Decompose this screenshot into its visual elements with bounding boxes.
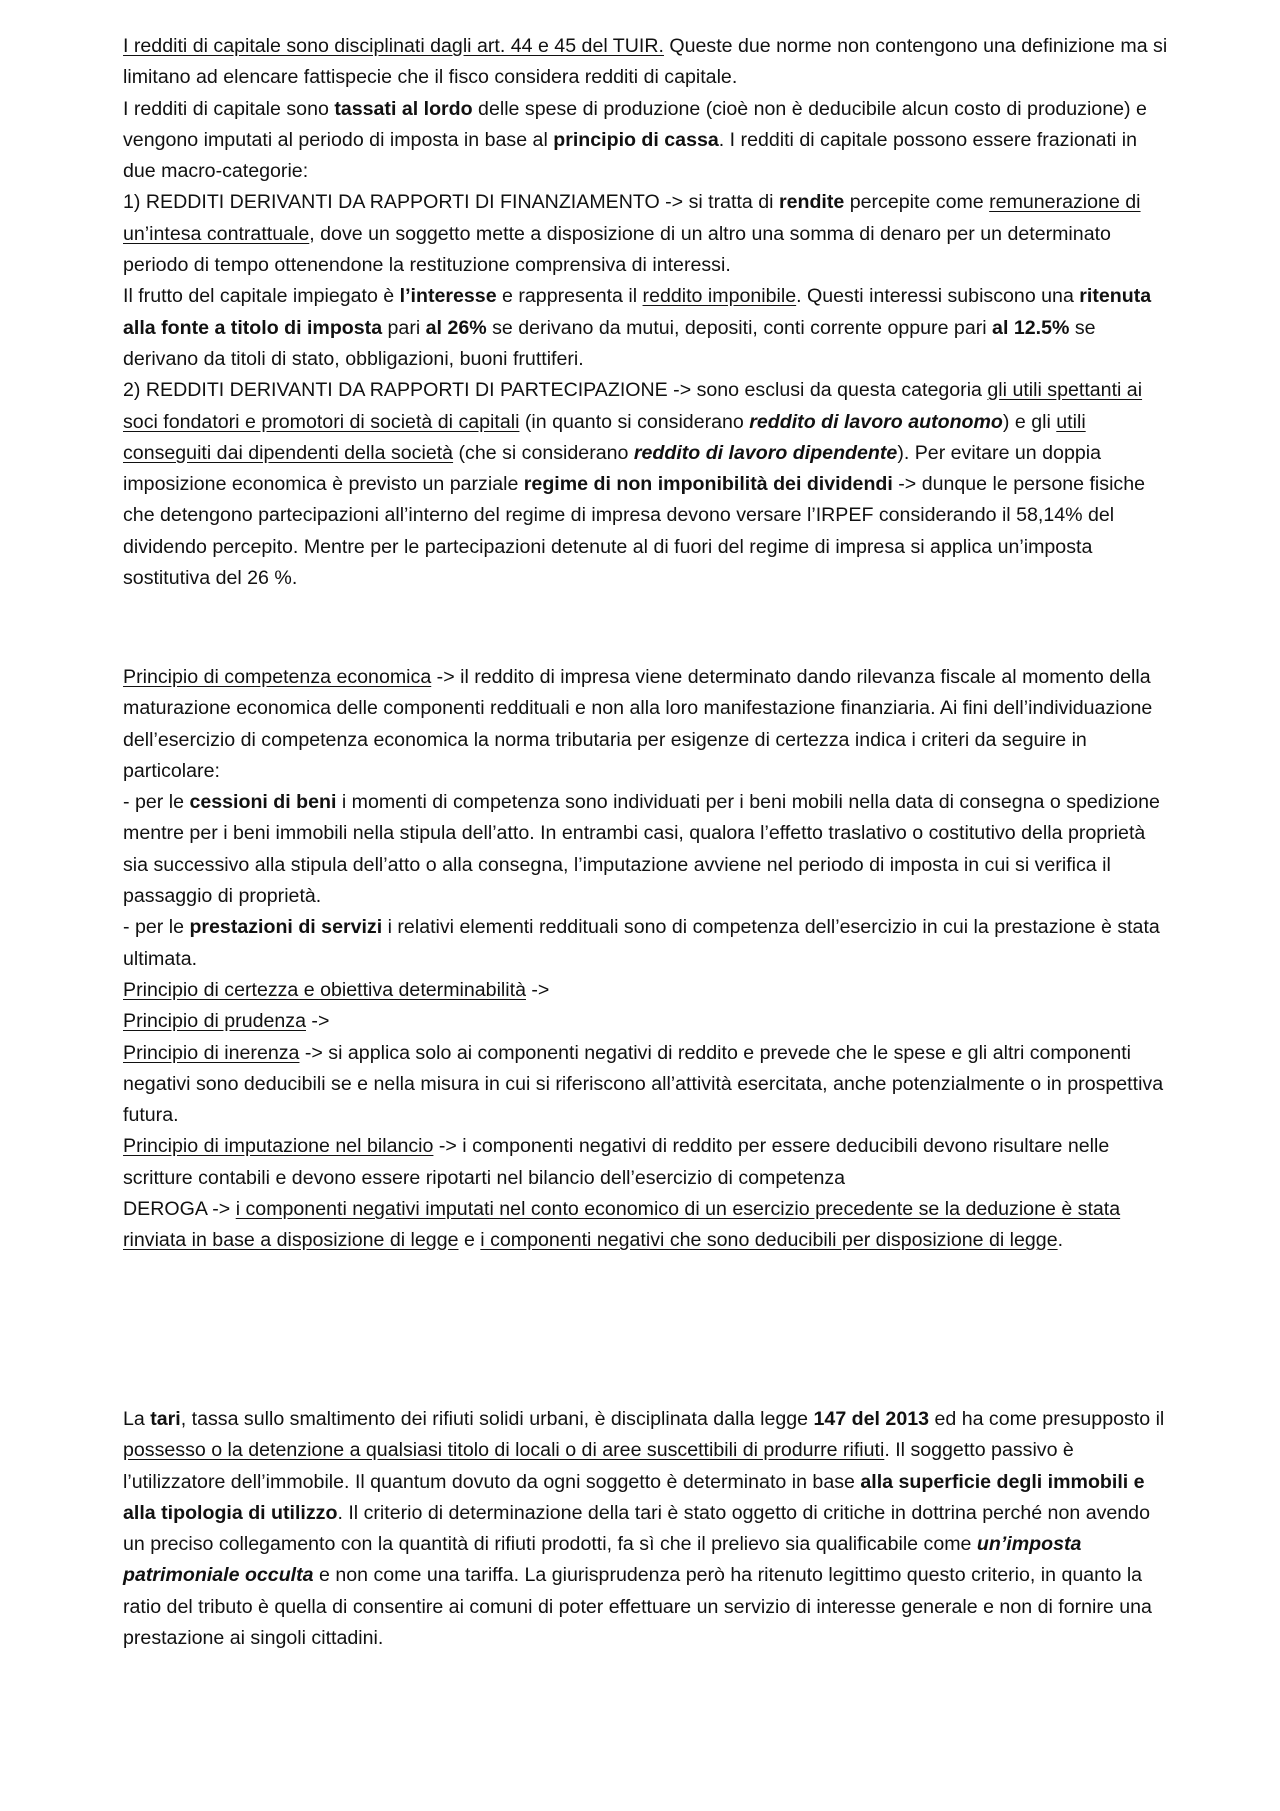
bold-text: prestazioni di servizi [189, 916, 383, 939]
bold-text: ritenuta alla fonte a titolo di imposta [123, 285, 1152, 339]
bold-text: principio di cassa [553, 128, 719, 151]
underlined-text: Principio di prudenza [123, 1010, 306, 1033]
text-run: , dove un soggetto mette a disposizione di un altro una somma di denaro per un determinato periodo di tempo ottenendone la restituzione comprensiva di interessi. [123, 222, 1111, 277]
underlined-text: Principio di certezza e obiettiva determinabilità [123, 978, 526, 1001]
text-run: e [458, 1229, 481, 1252]
text-run: se derivano da mutui, depositi, conti corrente oppure pari [486, 316, 993, 339]
text-run: i momenti di competenza sono individuati per i beni mobili nella data di consegna o spedizione mentre per i beni immobili nella stipula dell’atto. In entrambi casi, qualora l’effetto traslativo o costitutivo della proprietà sia successivo alla stipula dell’atto o alla consegna, l’imputazione avviene nel periodo di imposta in cui si verifica il passaggio di proprietà. [123, 791, 1160, 908]
paragraph [123, 662, 1173, 787]
underlined-text: I redditi di capitale sono disciplinati dagli art. 44 e 45 del TUIR. [123, 35, 664, 57]
text-run: I redditi di capitale sono [123, 97, 335, 120]
text-run: (che si considerano [453, 441, 634, 464]
underlined-text: reddito imponibile [642, 285, 797, 308]
text-run: . [1057, 1229, 1064, 1252]
bold-text: tassati al lordo [334, 97, 473, 120]
bold-text: rendite [778, 191, 845, 214]
text-run: i relativi elementi reddituali sono di competenza dell’esercizio in cui la prestazione è stata ultimata. [123, 916, 1160, 970]
text-run: -> si applica solo ai componenti negativi di reddito e prevede che le spese e gli altri componenti negativi sono deducibili se e nella misura in cui si riferiscono all’attività esercitata, anche potenzialmente o in prospettiva futura. [123, 1041, 1164, 1127]
paragraph [123, 912, 1173, 975]
text-run: - per le [123, 791, 190, 814]
text-run: -> dunque le persone fisiche che detengono partecipazioni all’interno del regime di impresa devono versare l’IRPEF considerando il 58,14% del dividendo percepito. Mentre per le partecipazioni detenute al di fuori del regime di impresa si applica un’imposta sostitutiva del 26 %. [123, 473, 1146, 590]
underlined-text: i componenti negativi che sono deducibili per disposizione di legge [480, 1229, 1058, 1252]
paragraph [123, 1131, 1173, 1194]
paragraph [123, 1404, 1173, 1654]
bold-text: alla superficie degli immobili e alla tipologia di utilizzo [123, 1470, 1145, 1524]
paragraph [123, 1194, 1173, 1257]
text-run: . Questi interessi subiscono una [796, 285, 1080, 308]
text-run: DEROGA -> [123, 1198, 236, 1221]
text-run: -> il reddito di impresa viene determinato dando rilevanza fiscale al momento della maturazione economica delle componenti reddituali e non alla loro manifestazione finanziaria. Ai fini dell’individuazione dell’esercizio di competenza economica la norma tributaria per esigenze di certezza indica i criteri da seguire in particolare: [123, 666, 1153, 782]
text-run: ). Per evitare un doppia imposizione economica è previsto un parziale [123, 441, 1101, 496]
text-run: se derivano da titoli di stato, obbligazioni, buoni fruttiferi. [123, 316, 1096, 370]
text-run: Il frutto del capitale impiegato è [123, 285, 400, 308]
paragraph [123, 31, 1173, 94]
bold-text: tari [150, 1408, 181, 1430]
text-run: . Il soggetto passivo è l’utilizzatore dell’immobile. Il quantum dovuto da ogni soggetto è determinato in base [123, 1439, 1074, 1493]
text-run: pari [382, 316, 426, 339]
section-principi-reddito-impresa [123, 662, 1173, 1257]
bold-text: 147 del 2013 [813, 1408, 930, 1430]
section-tari [123, 1404, 1173, 1654]
text-run: 2) REDDITI DERIVANTI DA RAPPORTI DI PARTECIPAZIONE -> sono esclusi da questa categoria [123, 379, 988, 402]
text-run: . Il criterio di determinazione della tari è stato oggetto di critiche in dottrina perché non avendo un preciso collegamento con la quantità di rifiuti prodotti, fa sì che il prelievo sia qualificabile come [123, 1501, 1150, 1556]
paragraph [123, 1006, 1173, 1037]
paragraph [123, 1038, 1173, 1132]
underlined-text: gli utili spettanti ai soci fondatori e promotori di società di capitali [123, 379, 1143, 433]
text-run: percepite come [844, 191, 990, 214]
text-run: e rappresenta il [496, 285, 643, 308]
text-run: . I redditi di capitale possono essere frazionati in due macro-categorie: [123, 128, 1137, 183]
paragraph [123, 375, 1173, 594]
section-redditi-capitale [123, 31, 1173, 594]
text-run: -> [525, 978, 550, 1001]
bold-text: al 12.5% [992, 316, 1070, 339]
text-run: (in quanto si considerano [519, 410, 750, 433]
underlined-text: Principio di inerenza [123, 1041, 300, 1064]
underlined-text: utili conseguiti dai dipendenti della società [123, 410, 1086, 464]
text-run: , tassa sullo smaltimento dei rifiuti solidi urbani, è disciplinata dalla legge [180, 1408, 814, 1430]
paragraph [123, 787, 1173, 912]
text-run: - per le [123, 916, 190, 939]
underlined-text: remunerazione di un’intesa contrattuale [123, 191, 1141, 245]
text-run: -> [305, 1010, 330, 1033]
underlined-text: Principio di competenza economica [123, 666, 432, 688]
bold-text: l’interesse [399, 285, 497, 308]
paragraph [123, 187, 1173, 281]
text-run: 1) REDDITI DERIVANTI DA RAPPORTI DI FINANZIAMENTO -> si tratta di [123, 191, 779, 214]
underlined-text: Principio di imputazione nel bilancio [123, 1135, 434, 1158]
bold-text: reddito di lavoro dipendente [633, 441, 898, 464]
text-run: -> i componenti negativi di reddito per essere deducibili devono risultare nelle scritture contabili e devono essere ripotarti nel bilancio dell’esercizio di competenza [123, 1135, 1110, 1189]
text-run: delle spese di produzione (cioè non è deducibile alcun costo di produzione) e vengono imputati al periodo di imposta in base al [123, 97, 1147, 151]
paragraph [123, 281, 1173, 375]
underlined-text: possesso o la detenzione a qualsiasi titolo di locali o di aree suscettibili di produrre rifiuti [123, 1439, 885, 1462]
text-run: e non come una tariffa. La giurisprudenza però ha ritenuto legittimo questo criterio, in quanto la ratio del tributo è quella di consentire ai comuni di poter effettuare un servizio di interesse generale e non di fornire una prestazione ai singoli cittadini. [123, 1564, 1152, 1650]
text-run: Queste due norme non contengono una definizione ma si limitano ad elencare fattispecie che il fisco considera redditi di capitale. [123, 35, 1168, 89]
text-run: ed ha come presupposto il [929, 1408, 1165, 1430]
bold-text: reddito di lavoro autonomo [749, 410, 1003, 433]
bold-text: cessioni di beni [189, 791, 337, 814]
bold-text: un’imposta patrimoniale occulta [123, 1533, 1082, 1587]
bold-text: regime di non imponibilità dei dividendi [523, 473, 893, 496]
paragraph [123, 975, 1173, 1006]
bold-text: al 26% [425, 316, 487, 339]
text-run: ) e gli [1002, 410, 1057, 433]
text-run: La [123, 1408, 151, 1430]
underlined-text: i componenti negativi imputati nel conto economico di un esercizio precedente se la deduzione è stata rinviata in base a disposizione di legge [123, 1198, 1121, 1252]
paragraph [123, 94, 1173, 188]
